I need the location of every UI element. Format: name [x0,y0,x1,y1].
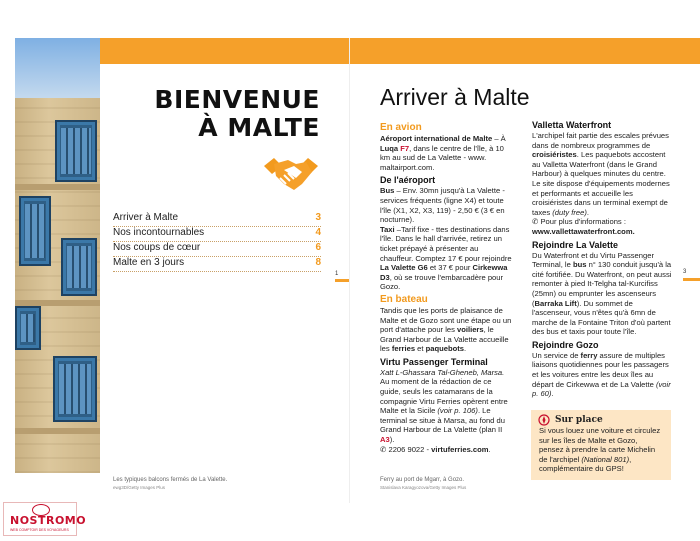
column-right [532,120,672,399]
map-ref: Cirkewwa D3 [380,263,508,282]
nostromo-logo [3,502,87,536]
text: L'archipel fait partie des escales prévues dans de nombreux programmes de [532,131,669,150]
text: Pour plus d'informations : [540,217,626,227]
caption-text: Les typiques balcons fermés de La Valette. [113,477,228,483]
toc-item[interactable] [113,227,321,242]
text: n° 130 conduit jusqu'à la cité fortifiée. Du Waterfront, on peut aussi remonter à pied It-Telgha tal-Kurcifiss (25mn) ou emprunter les ascenseurs ( [532,260,672,308]
page-number: 3 [683,269,687,275]
title-line-1: BIENVENUE [154,85,320,114]
text: Du Waterfront et du Virtu Passenger Terminal, le [532,250,654,270]
text: ). Du sommet de l'ascenseur, vous n'êtes qu'à 6mn de marche de la Fontaine Triton d'où partent des bus et taxis pour toute l'île. [532,298,671,337]
paragraph [532,351,672,399]
photo-credit: Stanislava Karagyozova/Getty Images Plus [380,485,467,490]
balconies-photo [15,38,100,473]
text: . [464,344,467,354]
page-divider [349,38,350,503]
photo-caption [380,476,530,492]
text: . [586,207,589,217]
text: et 37 € pour [427,263,473,273]
balcony [53,356,97,422]
section-heading: Arriver à Malte [380,84,530,110]
section-title: En avion [380,122,422,133]
toc-item[interactable] [113,257,321,272]
cross-ref: (voir p. 60) [532,379,671,399]
section-title: En bateau [380,293,428,305]
cross-ref: (voir p. 106) [437,406,478,416]
photo-caption [113,476,313,492]
toc-page: 8 [315,257,321,268]
subsection-title: Valletta Waterfront [532,120,612,130]
paragraph [380,134,512,172]
text: , où se trouve l'embarcadère pour Gozo. [380,272,504,292]
contact-line [380,445,512,455]
paragraph [532,131,672,217]
address: Xatt L-Ghassara Tal-Gheneb, Marsa. [380,367,505,377]
balcony [55,120,97,182]
bold-text: Taxi [380,224,395,234]
text: –Tarif fixe - ttes destinations dans l'île. Dans le hall d'arrivée, retirez un ticket prépayé à présenter au chauffeur. Comptez 17 € pour rejoindre [380,224,512,263]
ledge [15,428,100,434]
header-bar-right [350,38,700,64]
handshake-icon [262,152,320,196]
sur-place-box [531,410,671,480]
compass-icon [538,414,550,426]
paragraph [380,377,512,444]
page-number: 1 [335,271,339,277]
logo-wordmark: NOSTROMO [10,514,87,527]
text: assure de multiples liaisons quotidiennes pour les passagers et les voitures entre les deux îles au départ de Cirkewwa et de La Valette [532,350,669,389]
map-ref: A3 [380,435,390,445]
toc-page: 3 [315,212,321,223]
text: – À [492,134,506,143]
bold-text: croisiéristes [532,150,577,160]
bold-text: voiliers [457,325,484,335]
info-icon: ✆ [532,217,541,227]
header-bar-left [100,38,349,64]
column-left [380,120,512,454]
text: , dans le centre de l'île, à 10 km au sud de La Valette - www. maltairport.com. [380,143,504,172]
italic-text: (National 801) [581,454,630,464]
logo-tagline: WEB COMPTOIR DES VOYAGEURS [10,528,69,532]
subsection-title: De l'aéroport [380,175,436,186]
text: , complémentaire du GPS! [539,454,632,474]
text: Si vous louez une voiture et circulez sur les îles de Malte et Gozo, pensez à prendre la carte Michelin de l'archipel [539,426,661,464]
text: . [488,444,491,454]
text: . [551,389,554,399]
italic-text: (duty free) [552,207,587,217]
text: ). [389,435,395,445]
page-marker [683,278,700,281]
toc-label: Nos incontournables [113,227,205,238]
title-line-2: À MALTE [198,113,320,142]
bold-text: paquebots [425,344,465,354]
toc-page: 4 [315,227,321,238]
balcony [15,306,41,350]
paragraph [380,186,512,224]
paragraph [380,306,512,354]
bold-text: ferries [391,344,416,354]
website-link[interactable]: virtuferries.com [431,444,489,454]
toc-item[interactable] [113,212,321,227]
paragraph [380,225,512,292]
toc-item[interactable] [113,242,321,257]
subsection-title: Rejoindre Gozo [532,339,599,350]
info-line [532,217,672,236]
bold-text: Barraka Lift [534,298,577,308]
caption-text: Ferry au port de Mgarr, à Gozo. [380,477,465,483]
text: . Les paquebots accostent au Valletta Waterfront (dans le Grand Harbour) à quelques minutes du centre. Le site dispose d'équipements modernes et performants et accueille les croisiéristes dans un terminal exempt de taxes [532,150,670,217]
paragraph [539,426,663,474]
phone: ✆ 2206 9022 - [380,444,432,454]
photo-credit: ewg3D/Getty Images Plus [113,485,166,490]
map-ref: La Valette G6 [380,263,428,273]
website-link[interactable]: www.vallettawaterfront.com. [532,226,635,236]
page-marker [335,279,349,282]
toc-page: 6 [315,242,321,253]
map-ref: F7 [400,143,410,153]
text: . Le terminal se situe à Marsa, au fond du Grand Harbour de La Valette (plan II [380,406,505,435]
table-of-contents [113,212,321,272]
subsection-title: Rejoindre La Valette [532,239,619,250]
text: et [415,344,426,354]
text: , le Grand Harbour de La Valette accueille les [380,325,509,354]
text: Tandis que les ports de plaisance de Malte et de Gozo sont une étape ou un port d'attache pour les [380,305,512,335]
ledge [15,184,100,190]
text: Au moment de la rédaction de ce guide, seuls les catamarans de la compagnie Virtu Ferries opèrent entre Malte et la Sicile [380,377,508,416]
box-title: Sur place [555,415,603,425]
text: – Env. 30mn jusqu'à La Valette - services fréquents (ligne X4) et toute l'île (X1, X2, X3, 119) - 2,50 € (3 € en nocturne). [380,186,505,225]
text: Un service de [532,350,581,360]
toc-label: Malte en 3 jours [113,257,185,268]
paragraph [532,251,672,337]
bold-text: bus [572,260,587,270]
place-name: Luqa [380,143,399,153]
balcony [61,238,97,296]
balcony [19,196,51,266]
bold-text: ferry [580,350,598,360]
toc-label: Arriver à Malte [113,212,179,223]
page-title [120,86,320,142]
bold-text: Bus [380,186,395,196]
subsection-title: Virtu Passenger Terminal [380,356,488,367]
toc-label: Nos coups de cœur [113,242,201,253]
bold-text: Aéroport international de Malte [380,134,493,143]
